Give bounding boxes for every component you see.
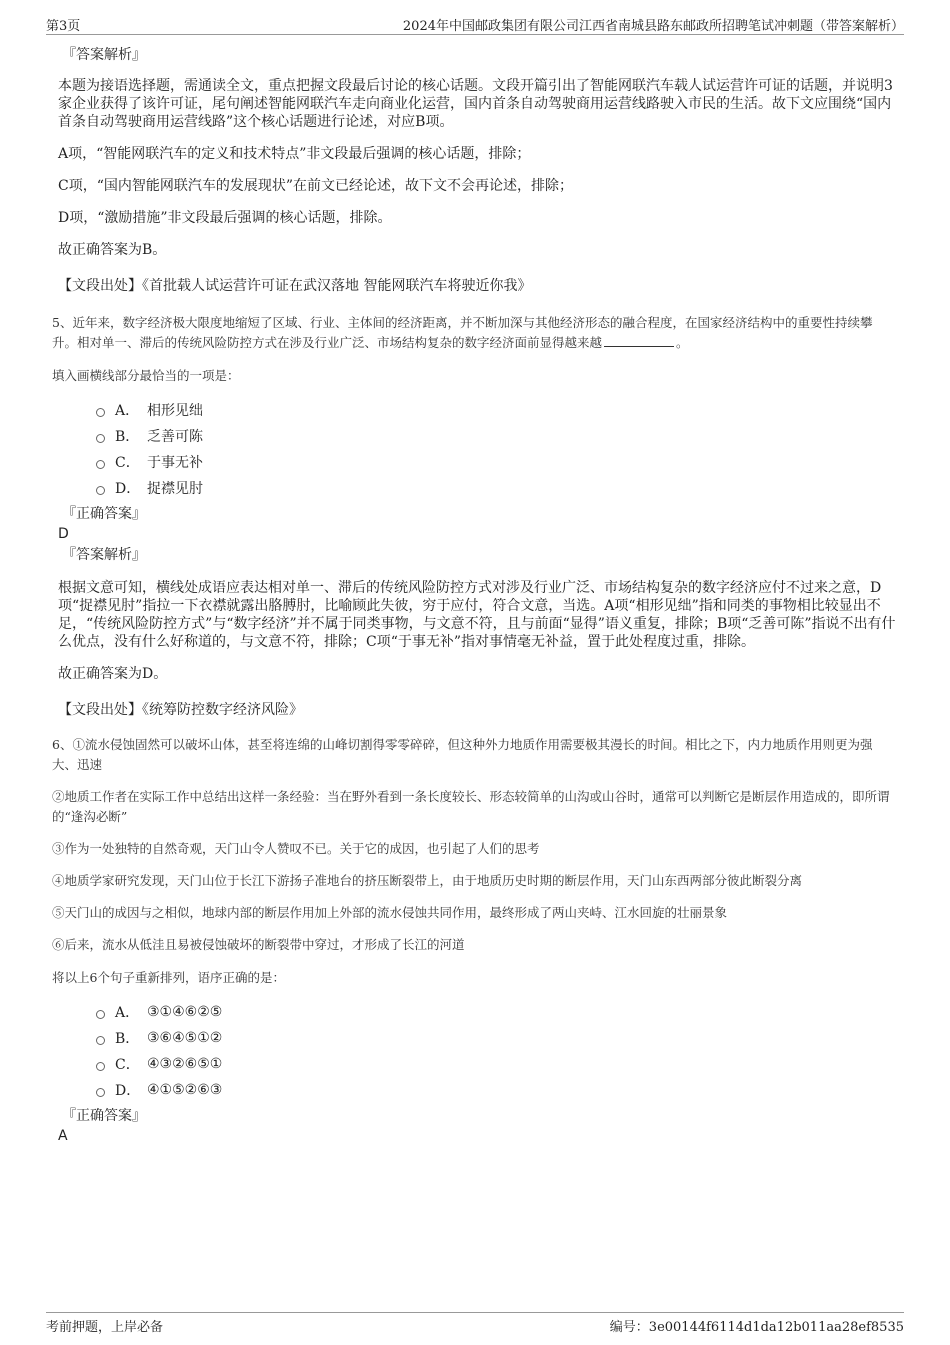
q6-option-b[interactable] <box>96 1025 896 1051</box>
option-text: ④①⑤②⑥③ <box>147 1082 223 1098</box>
q5-blank <box>604 334 674 347</box>
q4-analysis-paragraph: 本题为接语选择题，需通读全文，重点把握文段最后讨论的核心话题。文段开篇引出了智能网联汽车载人试运营许可证的话题，并说明3家企业获得了该许可证，尾句阐述智能网联汽车走向商业化运营，国内首条自动驾驶商用运营线路驶入市民的生活。故下文应围绕“国内首条自动驾驶商用运营线路”这个核心话题进行论述，对应B项。 <box>58 78 893 130</box>
q5-answer: D <box>58 526 69 542</box>
q6-option-d[interactable] <box>96 1077 896 1103</box>
q6-answer: A <box>58 1128 68 1144</box>
option-letter: C． <box>115 1057 140 1073</box>
q4-source: 【文段出处】《首批载人试运营许可证在武汉落地 智能网联汽车将驶近你我》 <box>58 278 532 294</box>
document-body <box>52 44 896 1144</box>
q5-option-b[interactable] <box>96 423 896 449</box>
option-letter: A． <box>115 1005 140 1021</box>
q5-option-a[interactable] <box>96 397 896 423</box>
q5-analysis-paragraph: 根据文意可知，横线处成语应表达相对单一、滞后的传统风险防控方式对涉及行业广泛、市场结构复杂的数字经济应付不过来之意，D项“捉襟见肘”指拉一下衣襟就露出胳膊肘，比喻顾此失彼，穷于应付，符合文意，当选。A项“相形见绌”指和同类的事物相比较显出不足，“传统风险防控方式”与“数字经济”并不属于同类事物，与文意不符，且与前面“显得”语义重复，排除；B项“乏善可陈”指说不出有什么优点，没有什么好称道的，与文意不符，排除；C项“于事无补”指对事情毫无补益，置于此处程度过重，排除。 <box>58 580 896 650</box>
option-text: 乏善可陈 <box>147 429 203 445</box>
q6-sentence-4: ④地质学家研究发现，天门山位于长江下游扬子准地台的挤压断裂带上，由于地质历史时期的断层作用，天门山东西两部分彼此断裂分离 <box>52 873 803 888</box>
q6-sentence-1: 6、①流水侵蚀固然可以破坏山体，甚至将连绵的山峰切割得零零碎碎，但这种外力地质作用需要极其漫长的时间。相比之下，内力地质作用则更为强大、迅速 <box>52 737 873 772</box>
page-number: 第3页 <box>46 19 81 34</box>
option-letter: B． <box>115 1031 140 1047</box>
q6-option-a[interactable] <box>96 999 896 1025</box>
option-text: 于事无补 <box>147 455 203 471</box>
q6-prompt: 将以上6个句子重新排列，语序正确的是： <box>52 970 285 985</box>
q5-option-d[interactable] <box>96 475 896 501</box>
option-text: ④③②⑥⑤① <box>147 1056 223 1072</box>
document-title: 2024年中国邮政集团有限公司江西省南城县路东邮政所招聘笔试冲刺题（带答案解析） <box>402 19 904 34</box>
option-text: 捉襟见肘 <box>147 481 203 497</box>
radio-icon[interactable] <box>96 434 105 443</box>
q4-analysis-option-d: D项，“激励措施”非文段最后强调的核心话题，排除。 <box>58 210 392 226</box>
q4-conclusion: 故正确答案为B。 <box>58 242 167 258</box>
option-text: ③①④⑥②⑤ <box>147 1004 223 1020</box>
q6-sentence-6: ⑥后来，流水从低洼且易被侵蚀破坏的断裂带中穿过，才形成了长江的河道 <box>52 937 465 952</box>
q5-stem <box>52 313 896 353</box>
q4-analysis-option-a: A项，“智能网联汽车的定义和技术特点”非文段最后强调的核心话题，排除； <box>58 146 531 162</box>
q4-analysis-option-c: C项，“国内智能网联汽车的发展现状”在前文已经论述，故下文不会再论述，排除； <box>58 178 574 194</box>
footer-slogan: 考前押题，上岸必备 <box>46 1320 164 1335</box>
q6-sentence-5: ⑤天门山的成因与之相似，地球内部的断层作用加上外部的流水侵蚀共同作用，最终形成了两山夹峙、江水回旋的壮丽景象 <box>52 905 728 920</box>
page-footer <box>46 1312 904 1335</box>
q5-prompt: 填入画横线部分最恰当的一项是： <box>52 368 240 383</box>
q6-options <box>96 999 896 1103</box>
option-letter: C． <box>115 455 140 471</box>
q6-answer-label: 『正确答案』 <box>62 1108 146 1124</box>
option-text: 相形见绌 <box>147 403 203 419</box>
radio-icon[interactable] <box>96 486 105 495</box>
q5-answer-label: 『正确答案』 <box>62 506 146 522</box>
q4-analysis-label: 『答案解析』 <box>62 47 146 63</box>
radio-icon[interactable] <box>96 408 105 417</box>
radio-icon[interactable] <box>96 1088 105 1097</box>
page-header <box>46 14 904 35</box>
q5-stem-text: 5、近年来，数字经济极大限度地缩短了区域、行业、主体间的经济距离，并不断加深与其他经济形态的融合程度，在国家经济结构中的重要性持续攀升。相对单一、滞后的传统风险防控方式在涉及行业广泛、市场结构复杂的数字经济面前显得越来越 <box>52 315 873 350</box>
option-letter: D． <box>115 481 141 497</box>
radio-icon[interactable] <box>96 1036 105 1045</box>
q6-sentence-2: ②地质工作者在实际工作中总结出这样一条经验：当在野外看到一条长度较长、形态较简单的山沟或山谷时，通常可以判断它是断层作用造成的，即所谓的“逢沟必断” <box>52 789 890 824</box>
option-text: ③⑥④⑤①② <box>147 1030 223 1046</box>
radio-icon[interactable] <box>96 1010 105 1019</box>
radio-icon[interactable] <box>96 1062 105 1071</box>
q6-sentence-3: ③作为一处独特的自然奇观，天门山令人赞叹不已。关于它的成因，也引起了人们的思考 <box>52 841 540 856</box>
option-letter: A． <box>115 403 140 419</box>
footer-serial: 编号：3e00144f6114d1da12b011aa28ef8535 <box>609 1320 904 1335</box>
option-letter: D． <box>115 1083 141 1099</box>
radio-icon[interactable] <box>96 460 105 469</box>
q5-analysis-label: 『答案解析』 <box>62 547 146 563</box>
q5-conclusion: 故正确答案为D。 <box>58 666 168 682</box>
q5-option-c[interactable] <box>96 449 896 475</box>
q5-source: 【文段出处】《统筹防控数字经济风险》 <box>58 702 303 718</box>
q5-options <box>96 397 896 501</box>
q6-option-c[interactable] <box>96 1051 896 1077</box>
option-letter: B． <box>115 429 140 445</box>
q5-stem-end: 。 <box>676 335 689 350</box>
